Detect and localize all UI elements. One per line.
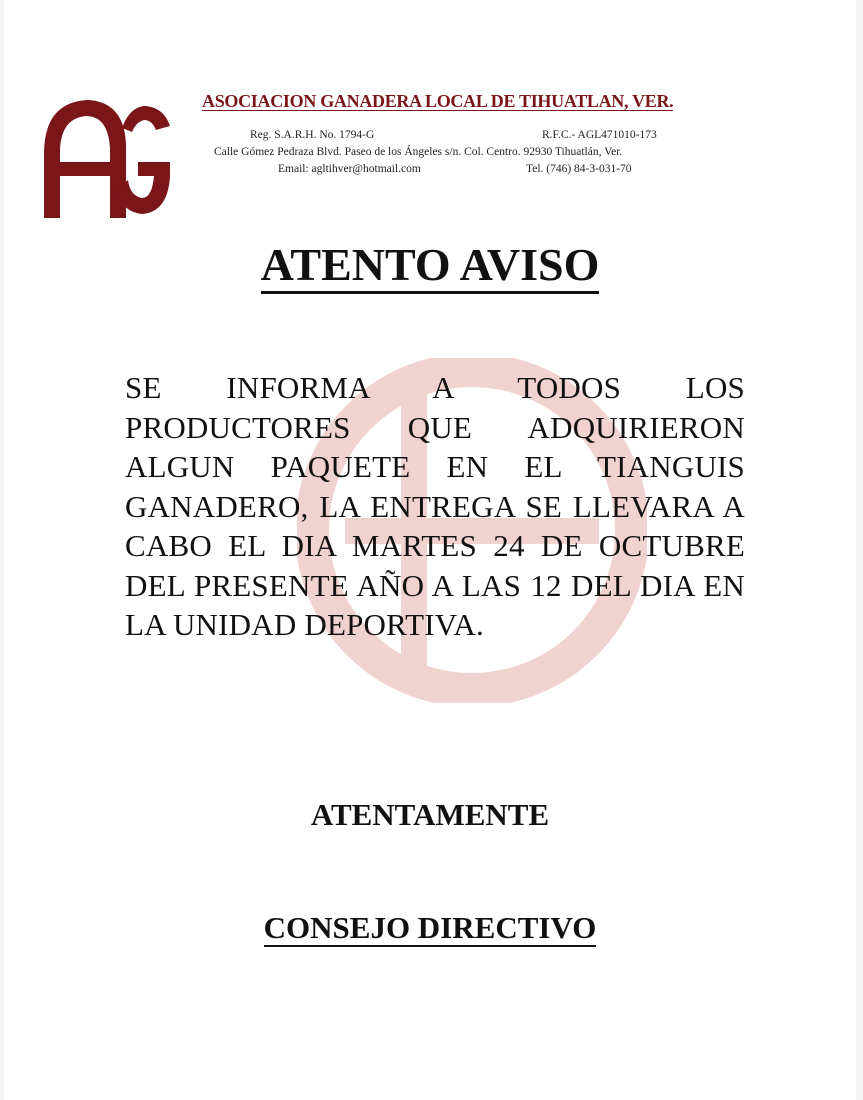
phone-number: Tel. (746) 84-3-031-70 xyxy=(526,163,632,175)
registration-number: Reg. S.A.R.H. No. 1794-G xyxy=(250,129,375,141)
notice-body: SE INFORMA A TODOS LOS PRODUCTORES QUE ADQUIRIERON ALGUN PAQUETE EN EL TIANGUIS GANADERO, LA ENTREGA SE LLEVARA A CABO EL DIA MARTES 24 DE OCTUBRE DEL PRESENTE AÑO A LAS 12 DEL DIA EN LA UNIDAD DEPORTIVA. xyxy=(125,370,745,642)
notice-title xyxy=(4,238,856,291)
association-logo xyxy=(38,92,178,220)
organization-name: ASOCIACION GANADERA LOCAL DE TIHUATLAN, VER. xyxy=(202,91,674,111)
address-line: Calle Gómez Pedraza Blvd. Paseo de los Ángeles s/n. Col. Centro. 92930 Tihuatlán, Ver. xyxy=(214,146,623,158)
closing-text: ATENTAMENTE xyxy=(310,797,550,832)
signature-block xyxy=(4,910,856,946)
notice-title-text: ATENTO AVISO xyxy=(261,239,600,294)
notice-page xyxy=(4,0,856,1100)
signature-text: CONSEJO DIRECTIVO xyxy=(263,910,597,945)
email-address: Email: agltihver@hotmail.com xyxy=(278,163,421,175)
rfc-number: R.F.C.- AGL471010-173 xyxy=(542,129,657,141)
